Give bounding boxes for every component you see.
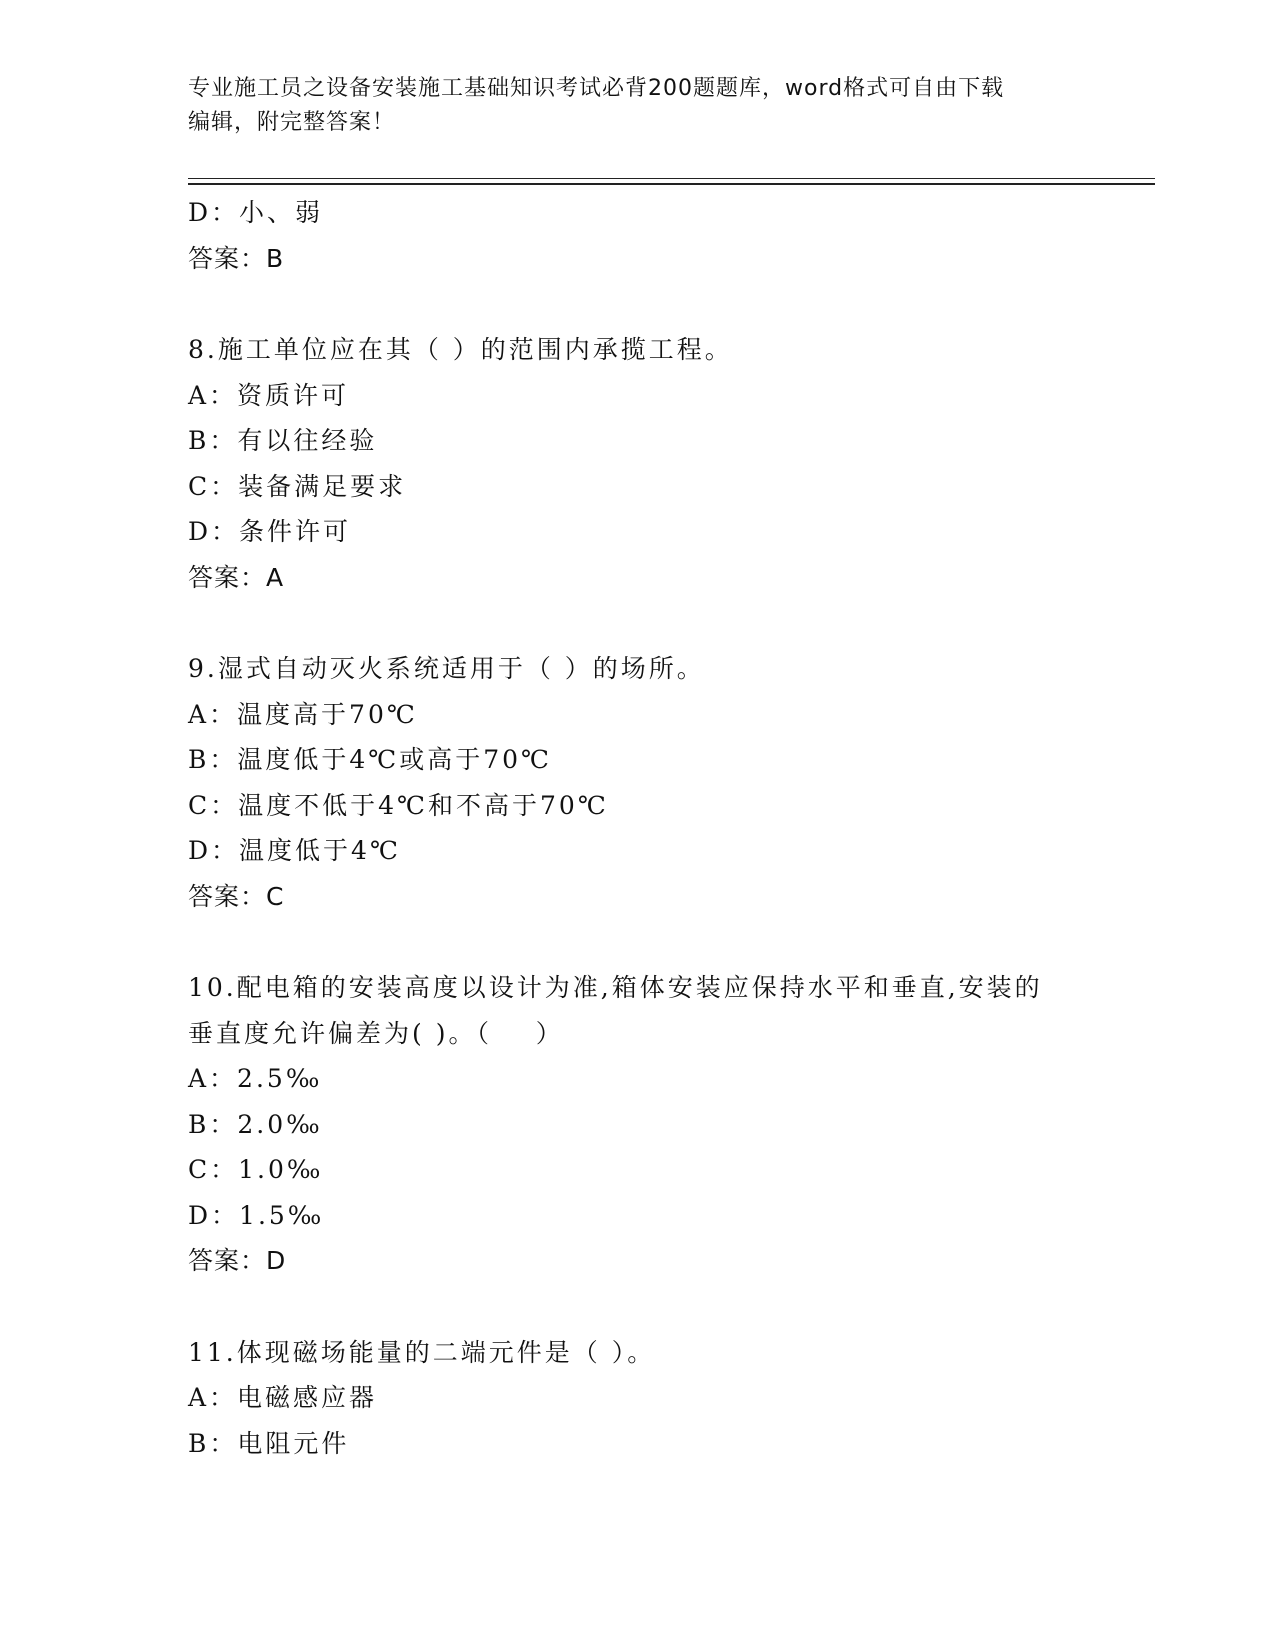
- answer-line: 答案：D: [188, 1246, 287, 1275]
- spacer: [188, 1284, 1138, 1330]
- option-b: B：温度低于4℃或高于70℃: [188, 745, 553, 774]
- question-stem: 9.湿式自动灭火系统适用于（ ）的场所。: [188, 654, 705, 683]
- option-b: B：有以往经验: [188, 426, 378, 455]
- option-b: B：2.0‰: [188, 1109, 323, 1139]
- header-divider-thick: [188, 183, 1155, 185]
- question-list: [188, 190, 1138, 1466]
- document-header: [188, 72, 1088, 140]
- answer-line: 答案：A: [188, 562, 285, 592]
- question-stem-line-2: 垂直度允许偏差为( )。（ ）: [188, 1018, 564, 1048]
- option-d: D：条件许可: [188, 517, 352, 546]
- question-block-10: [188, 965, 1138, 1284]
- header-line-2: 编辑，附完整答案！: [188, 110, 396, 135]
- option-c: C：装备满足要求: [188, 471, 407, 501]
- option-d: D：温度低于4℃: [188, 836, 401, 865]
- option-b: B：电阻元件: [188, 1428, 350, 1458]
- option-d: D：1.5‰: [188, 1200, 325, 1230]
- question-stem-line-1: 10.配电箱的安装高度以设计为准,箱体安装应保持水平和垂直,安装的: [188, 973, 1043, 1002]
- header-line-1: 专业施工员之设备安装施工基础知识考试必背200题题库，word格式可自由下载: [188, 76, 1005, 101]
- spacer: [188, 600, 1138, 646]
- option-a: A：资质许可: [188, 380, 350, 410]
- question-stem: 8.施工单位应在其（ ）的范围内承揽工程。: [188, 335, 733, 364]
- option-a: A：温度高于70℃: [188, 699, 418, 729]
- question-block-11: [188, 1330, 1138, 1467]
- question-block-9: [188, 646, 1138, 919]
- question-block-8: [188, 327, 1138, 600]
- spacer: [188, 281, 1138, 327]
- option-a: A：电磁感应器: [188, 1383, 378, 1412]
- option-c: C：温度不低于4℃和不高于70℃: [188, 790, 609, 820]
- answer-line: 答案：C: [188, 881, 285, 911]
- option-c: C：1.0‰: [188, 1155, 324, 1184]
- spacer: [188, 919, 1138, 965]
- question-stem: 11.体现磁场能量的二端元件是（ ）。: [188, 1337, 656, 1367]
- option-a: A：2.5‰: [188, 1064, 323, 1093]
- answer-line: 答案：B: [188, 243, 285, 273]
- option-d: D：小、弱: [188, 198, 324, 227]
- question-block-partial: [188, 190, 1138, 281]
- header-divider-thin: [188, 178, 1155, 179]
